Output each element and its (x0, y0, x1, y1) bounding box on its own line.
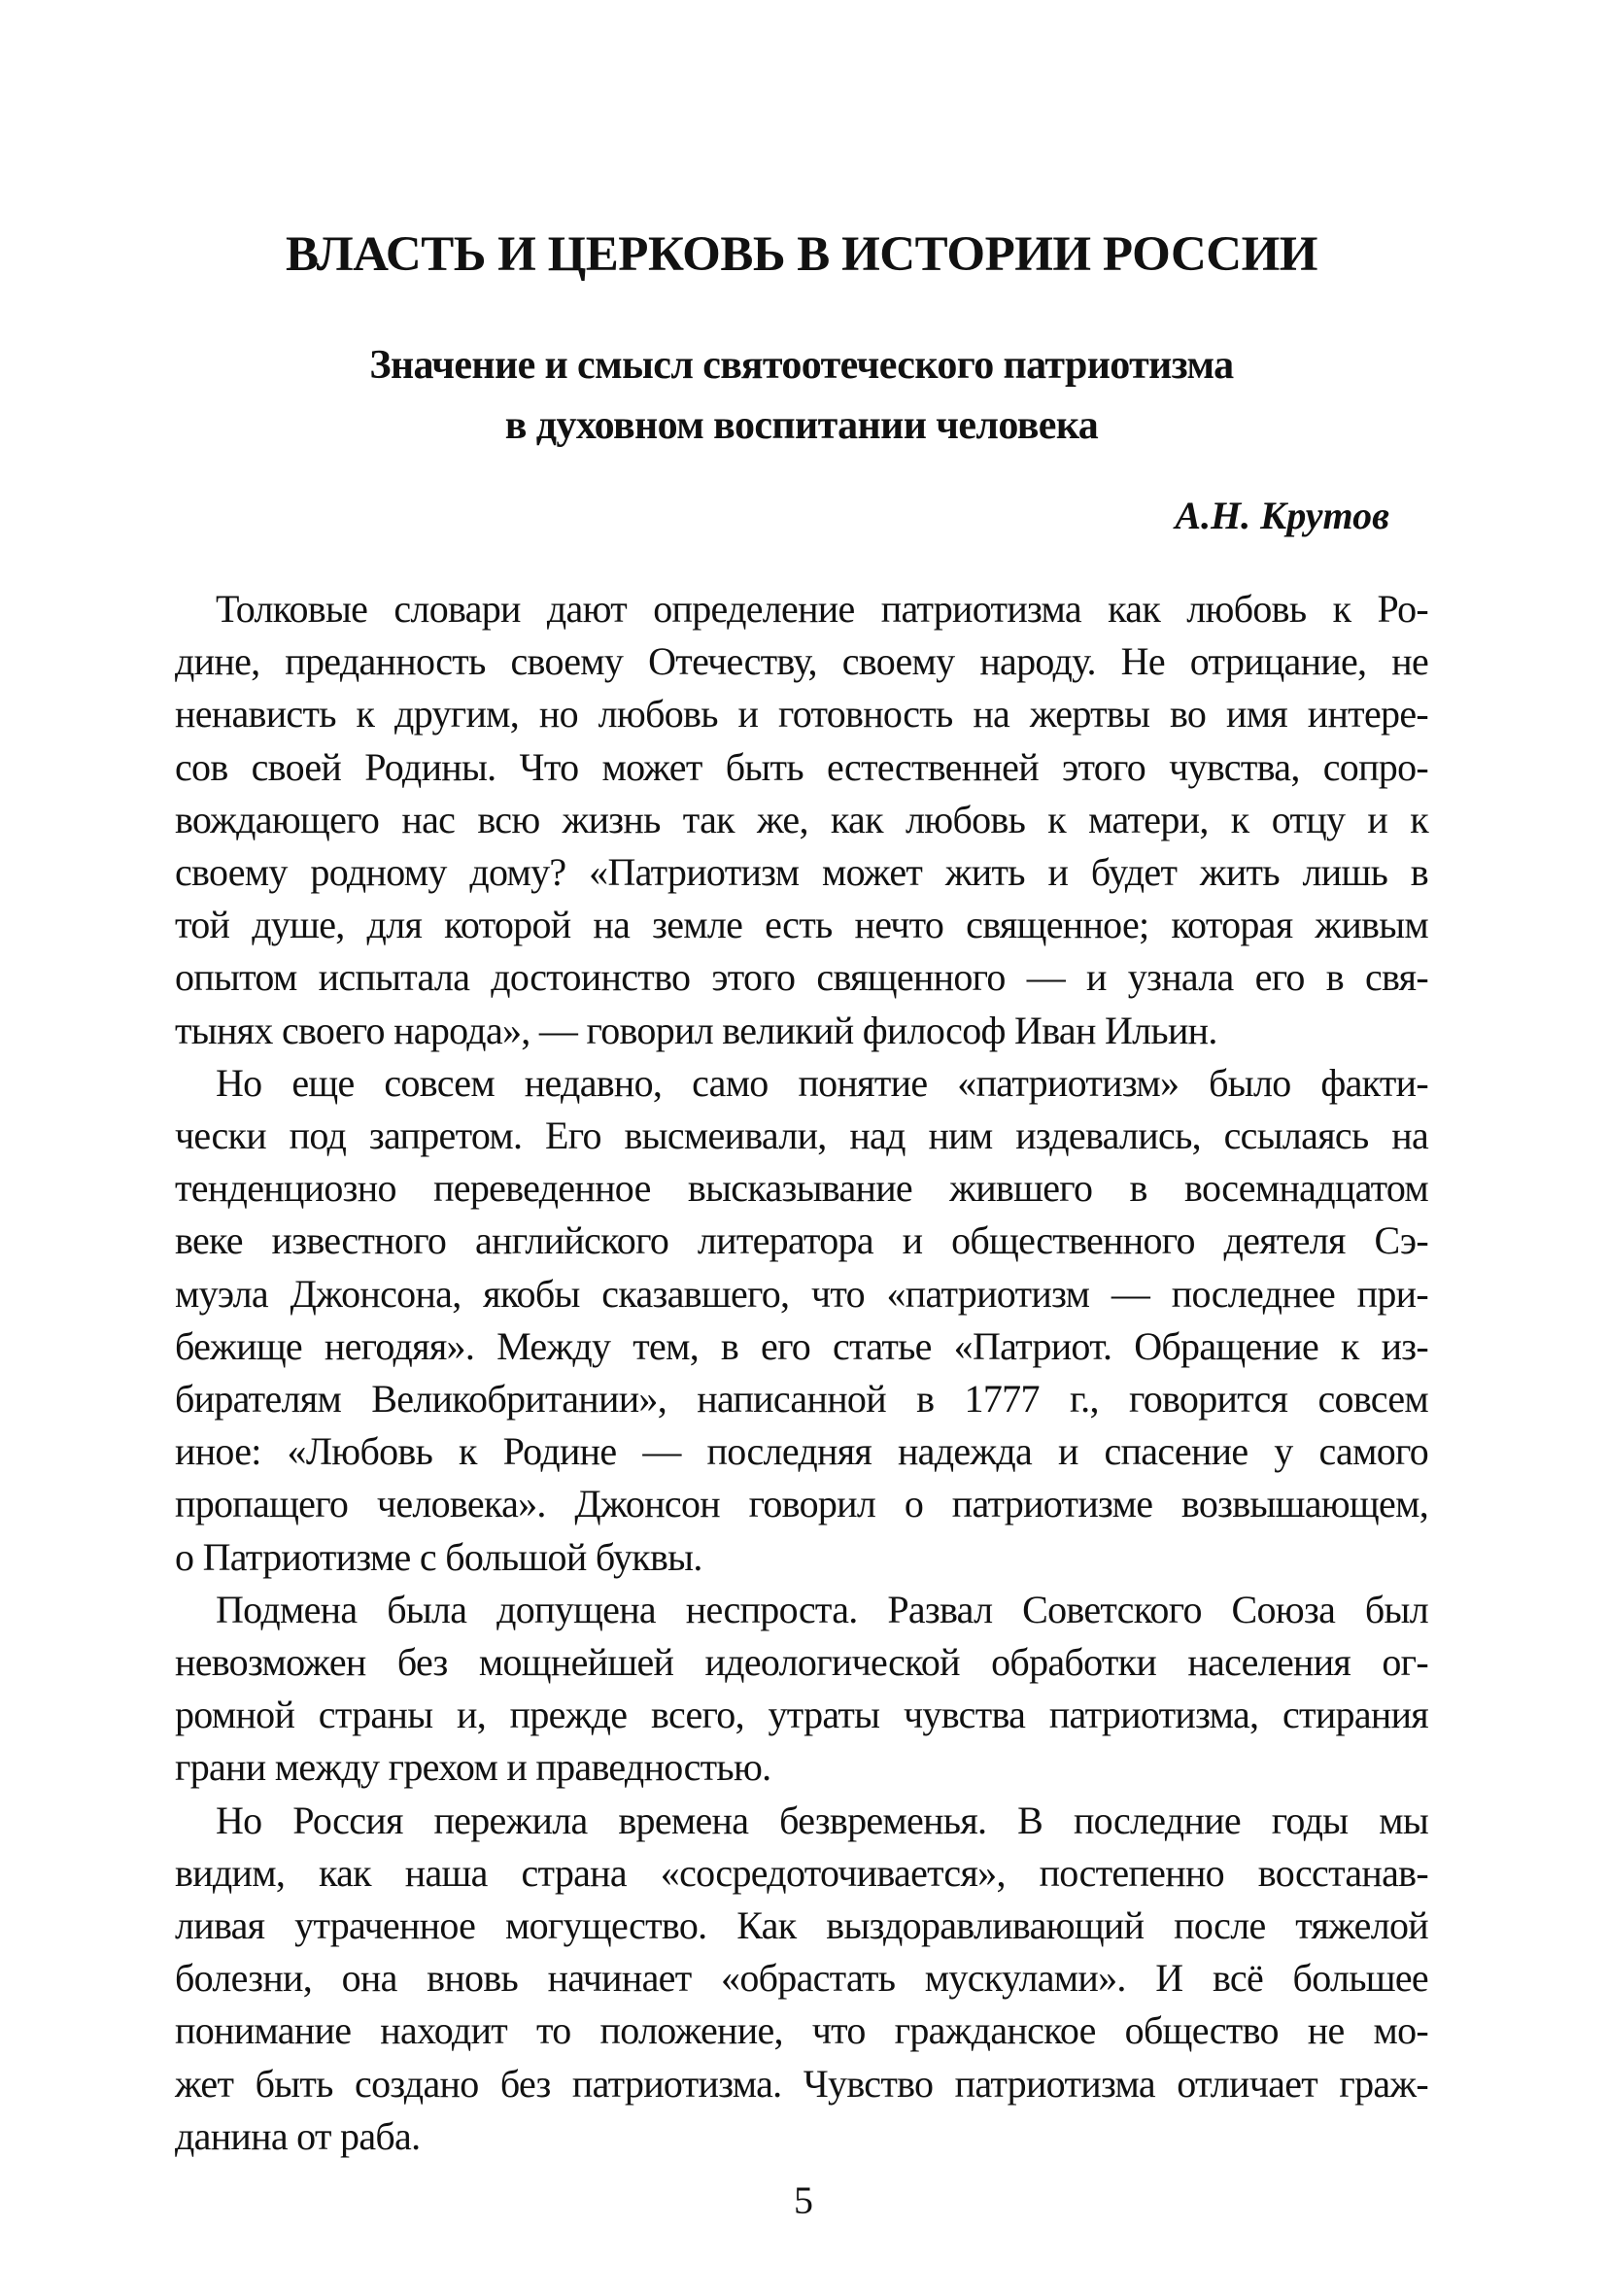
text-line: бежище негодяя». Между тем, в его статье «Патриот. Обращение к из- (175, 1323, 1428, 1368)
text-line: дине, преданность своему Отечеству, своему народу. Не отрицание, не (175, 639, 1428, 684)
paragraph (175, 1057, 1428, 1584)
section-title: ВЛАСТЬ И ЦЕРКОВЬ В ИСТОРИИ РОССИИ (286, 227, 1317, 282)
text-line: видим, как наша страна «сосредоточивается», постепенно восстанав- (175, 1850, 1428, 1895)
text-line: Толковые словари дают определение патриотизма как любовь к Ро- (216, 587, 1428, 631)
paragraph (175, 583, 1428, 1057)
text-line: сов своей Родины. Что может быть естественней этого чувства, сопро- (175, 744, 1428, 789)
text-line: муэла Джонсона, якобы сказавшего, что «патриотизм — последнее при- (175, 1271, 1428, 1316)
text-line: иное: «Любовь к Родине — последняя надежда и спасение у самого (175, 1429, 1428, 1474)
text-line: ливая утраченное могущество. Как выздоравливающий после тяжелой (175, 1903, 1428, 1948)
text-line: веке известного английского литератора и общественного деятеля Сэ- (175, 1218, 1428, 1263)
text-line: Подмена была допущена неспроста. Развал Советского Союза был (216, 1587, 1428, 1631)
text-line: жет быть создано без патриотизма. Чувство патриотизма отличает граж- (175, 2061, 1428, 2106)
text-line: ненависть к другим, но любовь и готовность на жертвы во имя интере- (175, 692, 1428, 737)
text-line: Но еще совсем недавно, само понятие «патриотизм» было факти- (216, 1060, 1428, 1105)
author-name: А.Н. Крутов (1175, 494, 1389, 537)
text-line: данина от раба. (175, 2113, 421, 2158)
paragraph (175, 1795, 1428, 2163)
text-line: грани между грехом и праведностью. (175, 1745, 771, 1790)
text-line: бирателям Великобритании», написанной в 1777 г., говорится совсем (175, 1377, 1428, 1422)
paragraph (175, 1584, 1428, 1795)
text-line: опытом испытала достоинство этого священного — и узнала его в свя- (175, 955, 1428, 1000)
text-line: ромной страны и, прежде всего, утраты чувства патриотизма, стирания (175, 1693, 1428, 1737)
text-line: понимание находит то положение, что гражданское общество не мо- (175, 2008, 1428, 2053)
text-line: о Патриотизме с большой буквы. (175, 1534, 702, 1579)
text-line: болезни, она вновь начинает «обрастать мускулами». И всё большее (175, 1956, 1428, 2001)
text-line: той душе, для которой на земле есть нечто священное; которая живым (175, 903, 1428, 947)
text-line: своему родному дому? «Патриотизм может жить и будет жить лишь в (175, 850, 1428, 895)
text-line: Но Россия пережила времена безвременья. В последние годы мы (216, 1798, 1428, 1842)
text-line: невозможен без мощнейшей идеологической обработки населения ог- (175, 1640, 1428, 1685)
page-number: 5 (794, 2178, 813, 2222)
text-line: пропащего человека». Джонсон говорил о патриотизме возвышающем, (175, 1482, 1428, 1526)
body-text (175, 583, 1428, 2163)
article-title-line: в духовном воспитании человека (504, 403, 1099, 448)
text-line: тенденциозно переведенное высказывание жившего в восемнадцатом (175, 1166, 1428, 1211)
text-line: чески под запретом. Его высмеивали, над ним издевались, ссылаясь на (175, 1114, 1428, 1158)
article-title (175, 335, 1428, 456)
text-line: тынях своего народа», — говорил великий философ Иван Ильин. (175, 1008, 1217, 1052)
article-title-line: Значение и смысл святоотеческого патриотизма (369, 343, 1234, 388)
text-line: вождающего нас всю жизнь так же, как любовь к матери, к отцу и к (175, 797, 1428, 841)
